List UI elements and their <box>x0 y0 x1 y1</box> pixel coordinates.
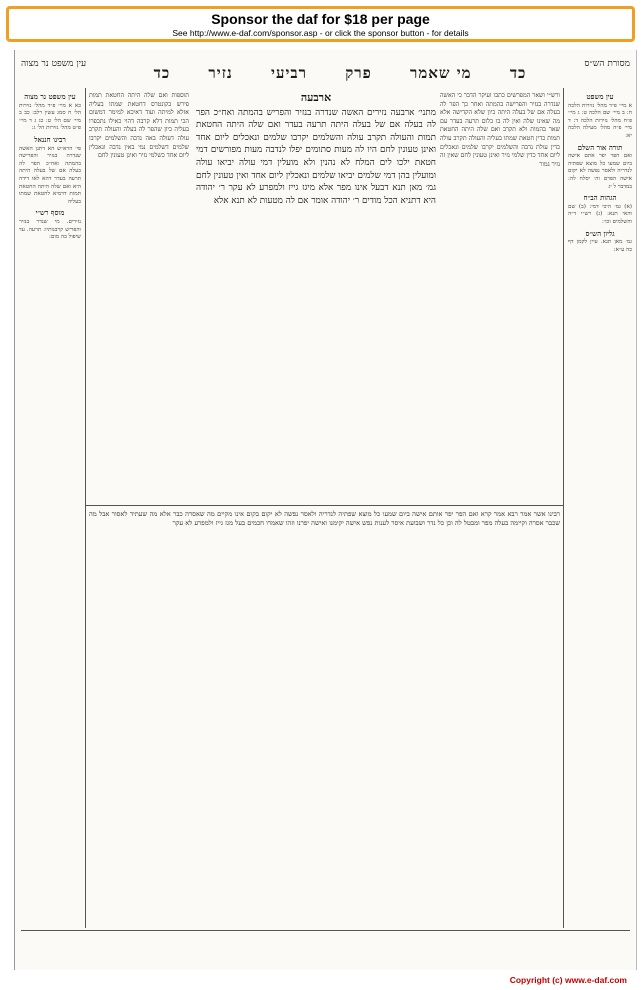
side-text: פי׳ הרא״ש הא דתנן האשה שנדרה בנזיר והפרישה בהמתה ואח״כ הפר לה בעלה אם של בעלה היתה תרעה בעדר דהא לאו דידה היא ואם שלה היתה החטאת תמות דדמיא לחטאת שמתו בעליה <box>19 145 81 205</box>
side-text: (א) גמ׳ היכי דמי: (ב) שם והאי תנא: (ג) רש״י ד״ה והשלמים וכו׳: <box>568 203 632 225</box>
commentary-text: ורש״י ושאר המפרשים כתבו ועיקר הדבר כי האשה שנדרה בנזיר והפרישה בהמתה ואחר כך הפר לה בעלה אם של בעלה היתה כיון שלא הקדישה אלא מה שאינו שלה ואין לה בו כלום תרעה בעדר עם שאר בהמות ולא תקרב ואם שלה היתה החטאת תמות כדין חטאת שמתו בעליה והעולה תקרב עולה כדין עולת נדבה והשלמים יקרבו שלמים ונאכלים ליום אחד כדין שלמי נזיר ואינן טעונין לחם שאין זה נזיר גמור <box>440 92 560 168</box>
tosafot-commentary <box>89 92 189 502</box>
footer-divider <box>21 930 630 931</box>
commentary-text: תוספות ואם שלה היתה החטאת תמות פירש בקונטרס דחטאת שמתו בעליה אזלא למיתה ועוד דאיכא למימר דמשום הכי תמות דלא קרבה דהוי כאילו נתכפרו בעליה כיון שהפר לה בעלה והעולה תקרב עולה דעולה באה נדבה והשלמים יקרבו שלמים דשלמים נמי באין נדבה ונאכלין ליום אחד כשלמי נזיר ואינן טעונין לחם <box>89 92 189 160</box>
side-text: א מיי׳ פ״ד מהל׳ נזירות הלכה ח: ב מיי׳ שם הלכה ט: ג מיי׳ פ״ח מהל׳ נזירות הלכה ד: ד מיי׳ פ״ה מהל׳ מעילה הלכה יא: <box>568 102 632 139</box>
side-heading: עין משפט נר מצוה <box>24 92 76 101</box>
bottom-commentary-text: רבינו אשר אמר רבא אמר קרא ואם הפר יפר אותם אישה ביום שמעו כל מוצא שפתיה לנדריה ולאסר נפשה לא יקום בקום אינו מקיים מה שאסרה כבר אלא מה שעתיד לאסור אבל מה שכבר אסרה וקיימה בעלה מפר ומבטל לה וכן כל נדר ושבועת איסר לענות נפש אישה יקימנו ואישה יפרנו וזהו שאמרו חכמים בעל מגז גייז ולמפרע לא עקר <box>89 510 560 528</box>
talmud-page <box>14 50 637 970</box>
gemara-title: ארבעה <box>300 92 332 104</box>
running-head-part: רביעי <box>271 64 307 82</box>
running-head-part: כד <box>509 64 527 82</box>
sponsor-title[interactable]: Sponsor the daf for $18 per page <box>211 11 430 27</box>
side-heading: תורה אור השלם <box>577 142 623 152</box>
side-text: גמ׳ מאן תנא. עיין לקמן דף כה ע״א: <box>568 239 632 253</box>
side-text: ואם הפר יפר אתם אישה ביום שמעו כל מוצא שפתיה לנדריה ולאסר נפשה לא יקום אישה הפרם וה׳ יסלח לה: במדבר ל יג <box>568 153 632 190</box>
running-head-part: מי שאמר <box>410 64 472 82</box>
side-heading: מוסף רש״י <box>35 208 65 218</box>
sponsor-banner[interactable] <box>6 6 635 42</box>
bottom-commentary <box>89 510 560 925</box>
gemara-body: מתני׳ ארבעה נזירים האשה שנדרה בנזיר והפריש בהמתה ואח״כ הפר לה בעלה אם של בעלה היתה תרעה בעדר ואם שלה היתה החטאת תמות והעולה תקרב עולה והשלמים יקרבו שלמים ונאכלים ליום אחד ואינן טעונין לחם היו לה מעות סתומים יפלו לנדבה מעות מפורשים דמי חטאת ילכו לים המלח לא נהנין ולא מועלין דמי עולה יביאו עולה ומועלין בהן דמי שלמים יביאו שלמים ונאכלין ליום אחד ואין טעונין לחם גמ׳ מאן תנא דבעל אינו מפר אלא מיגז גייז ולמפרע לא עקר ר׳ יהודה היא דתניא הכל מודים ר׳ יהודה אומר אם לה מטעות לא תנא אלא <box>196 107 436 206</box>
left-margin-column <box>19 90 81 960</box>
section-divider <box>85 505 564 506</box>
header-right-label: מסורת הש״ס <box>584 59 630 69</box>
running-head-part: נזיר <box>208 64 233 82</box>
copyright-link[interactable]: Copyright (c) www.e-daf.com <box>509 975 627 985</box>
side-heading: גליון הש״ס <box>585 228 615 238</box>
sponsor-subtitle[interactable]: See http://www.e-daf.com/sponsor.asp - or click the sponsor button - for details <box>172 28 469 38</box>
side-heading: הגהות הב״ח <box>583 193 617 203</box>
rashi-commentary <box>440 92 560 502</box>
header-left-label: עין משפט נר מצוה <box>21 59 87 69</box>
running-head-part: כד <box>153 64 171 82</box>
side-heading: רבינו חננאל <box>34 134 66 144</box>
side-text: נזירים. מי שנדר בנזיר והפריש קרבנותיו: תרעה. עד שיפול בה מום: <box>19 218 81 241</box>
running-head-part: פרק <box>345 64 372 82</box>
side-heading: עין משפט <box>586 92 614 101</box>
running-head <box>115 64 565 84</box>
column-divider <box>563 88 564 928</box>
column-divider <box>85 88 86 928</box>
gemara-text <box>196 92 436 502</box>
right-margin-column <box>568 90 632 710</box>
side-text: כא א מיי׳ פ״ד מהל׳ נזירות הל׳ ח סמג עשין רלב: כב ב מיי׳ שם הל׳ ט: כג ג ד מיי׳ פ״ט מהל׳ נזירות הל׳ ג: <box>19 102 81 132</box>
